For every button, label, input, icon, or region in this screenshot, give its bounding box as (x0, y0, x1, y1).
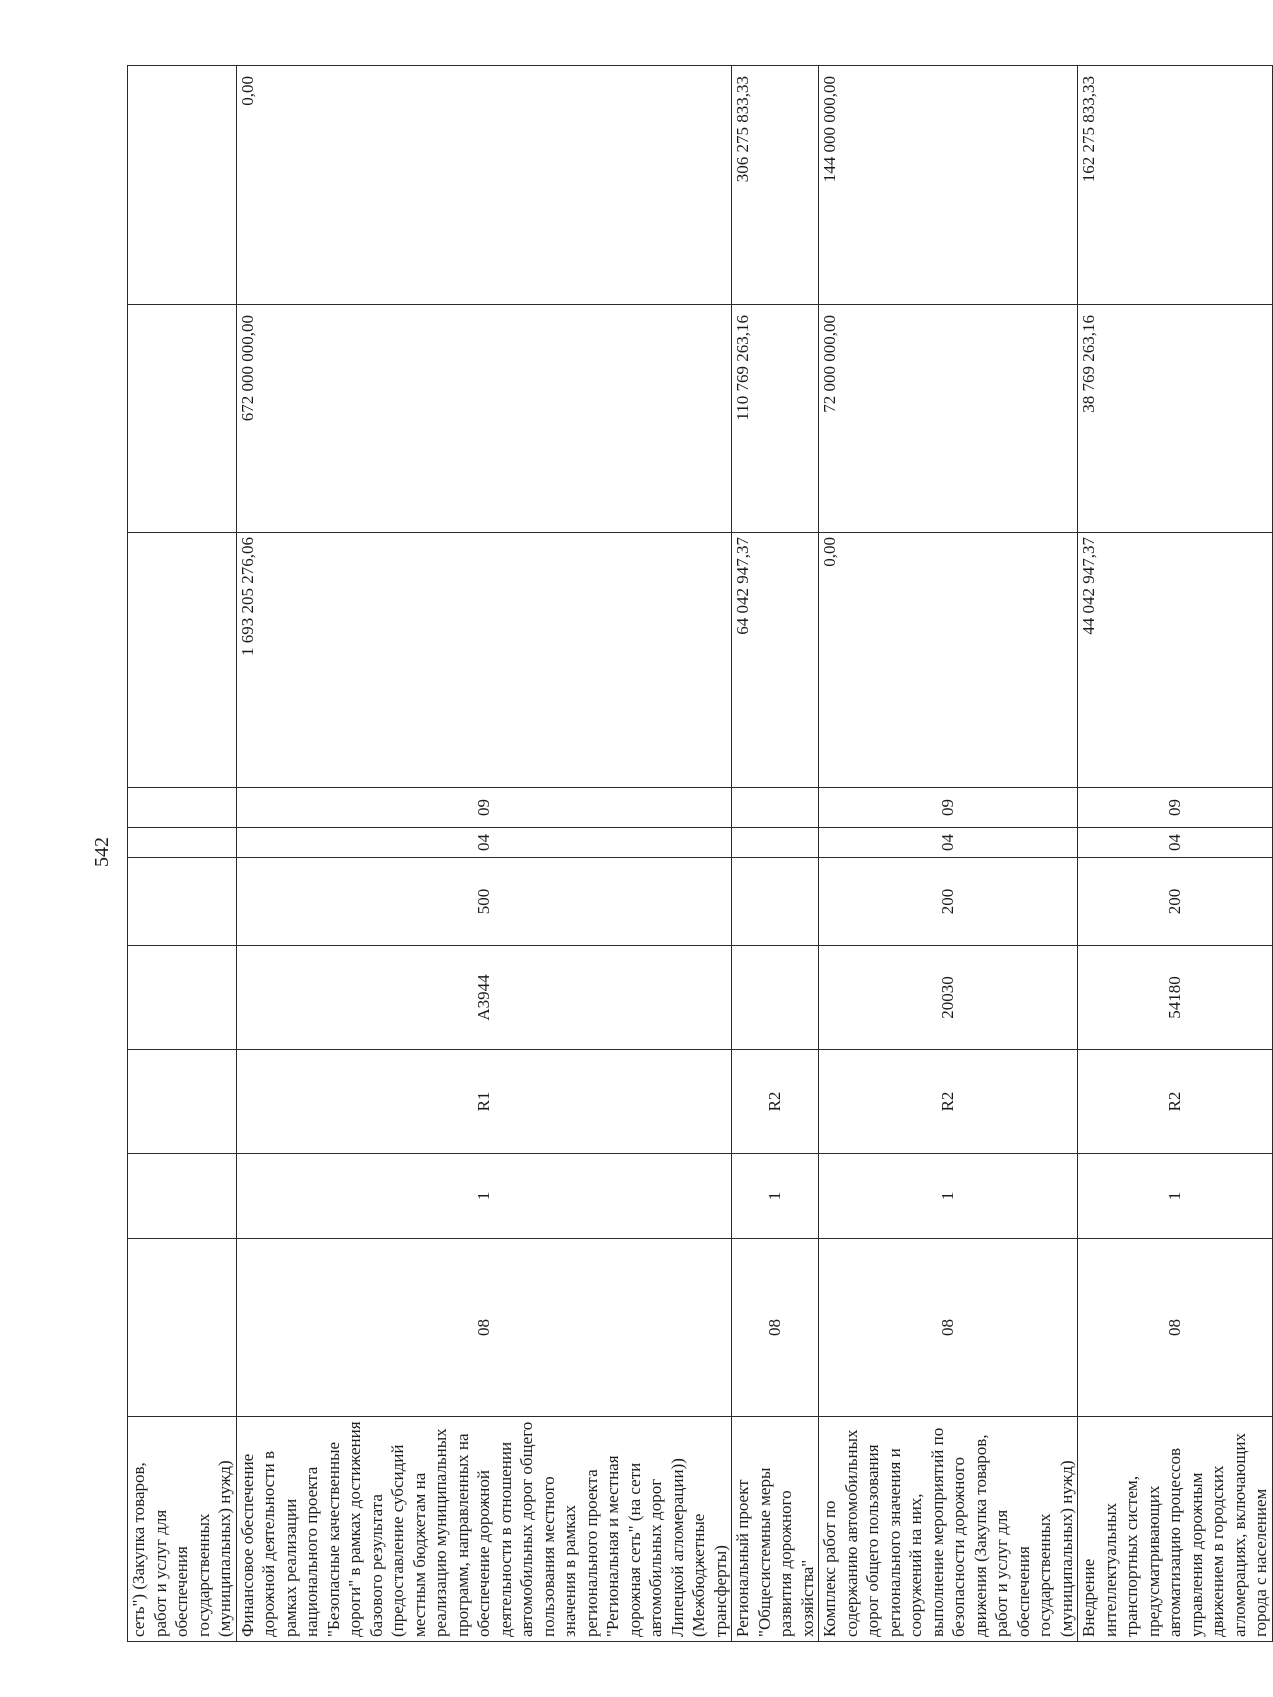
cell-amount-year-1: 1 693 205 276,06 (236, 533, 732, 788)
cell-subsection (128, 788, 237, 828)
cell-description: Внедрение интеллектуальных транспортных систем, предусматривающих автоматизацию процессов управления дорожным движением в городских агломерациях, включающих города с населением (1078, 1417, 1273, 1642)
cell-subsection: 09 (1078, 788, 1273, 828)
table-body (128, 66, 1273, 1642)
cell-section (128, 828, 237, 858)
cell-subprogram-code (128, 1154, 237, 1239)
cell-section (732, 828, 819, 858)
cell-amount-year-2: 72 000 000,00 (819, 305, 1078, 533)
cell-subprogram-code: 1 (1078, 1154, 1273, 1239)
cell-description: Региональный проект "Общесистемные меры развития дорожного хозяйства" (732, 1417, 819, 1642)
table-row (128, 66, 237, 1642)
cell-expense-type (732, 858, 819, 946)
cell-direction-code: 20030 (819, 946, 1078, 1050)
cell-direction-code: А3944 (236, 946, 732, 1050)
rotated-page-body (127, 66, 1270, 1642)
cell-project-code: R2 (1078, 1050, 1273, 1154)
table-row (1078, 66, 1273, 1642)
cell-expense-type: 200 (1078, 858, 1273, 946)
cell-project-code (128, 1050, 237, 1154)
cell-subsection: 09 (819, 788, 1078, 828)
cell-amount-year-3: 162 275 833,33 (1078, 66, 1273, 305)
cell-section: 04 (236, 828, 732, 858)
cell-amount-year-2 (128, 305, 237, 533)
cell-expense-type: 500 (236, 858, 732, 946)
cell-subsection: 09 (236, 788, 732, 828)
cell-program-code (128, 1239, 237, 1417)
cell-direction-code (732, 946, 819, 1050)
cell-expense-type (128, 858, 237, 946)
cell-project-code: R2 (732, 1050, 819, 1154)
cell-description: сеть") (Закупка товаров, работ и услуг для обеспечения государственных (муниципальных) нужд) (128, 1417, 237, 1642)
cell-subprogram-code: 1 (236, 1154, 732, 1239)
cell-amount-year-2: 38 769 263,16 (1078, 305, 1273, 533)
cell-amount-year-3: 144 000 000,00 (819, 66, 1078, 305)
cell-program-code: 08 (1078, 1239, 1273, 1417)
cell-amount-year-3: 306 275 833,33 (732, 66, 819, 305)
cell-section: 04 (819, 828, 1078, 858)
cell-amount-year-1: 64 042 947,37 (732, 533, 819, 788)
cell-description: Финансовое обеспечение дорожной деятельности в рамках реализации национального проекта "Безопасные качественные дороги" в рамках достижения базового результата (предоставление субсидий местным бюджетам на реализацию муниципальных программ, направленных на обеспечение дорожной деятельности в отношении автомобильных дорог общего пользования местного значения в рамках регионального проекта "Региональная и местная дорожная сеть" (на сети автомобильных дорог Липецкой агломерации)) (Межбюджетные трансферты) (236, 1417, 732, 1642)
cell-program-code: 08 (819, 1239, 1078, 1417)
budget-table (127, 65, 1273, 1642)
table-row (819, 66, 1078, 1642)
cell-amount-year-2: 672 000 000,00 (236, 305, 732, 533)
cell-subprogram-code: 1 (732, 1154, 819, 1239)
cell-expense-type: 200 (819, 858, 1078, 946)
cell-amount-year-3: 0,00 (236, 66, 732, 305)
cell-project-code: R2 (819, 1050, 1078, 1154)
cell-subsection (732, 788, 819, 828)
cell-program-code: 08 (732, 1239, 819, 1417)
page-number: 542 (91, 837, 113, 867)
cell-direction-code: 54180 (1078, 946, 1273, 1050)
cell-direction-code (128, 946, 237, 1050)
cell-amount-year-2: 110 769 263,16 (732, 305, 819, 533)
cell-amount-year-1 (128, 533, 237, 788)
cell-description: Комплекс работ по содержанию автомобильных дорог общего пользования регионального значения и сооружений на них, выполнение мероприятий по безопасности дорожного движения (Закупка товаров, работ и услуг для обеспечения государственных (муниципальных) нужд) (819, 1417, 1078, 1642)
cell-program-code: 08 (236, 1239, 732, 1417)
cell-amount-year-1: 0,00 (819, 533, 1078, 788)
cell-amount-year-3 (128, 66, 237, 305)
cell-project-code: R1 (236, 1050, 732, 1154)
cell-section: 04 (1078, 828, 1273, 858)
cell-amount-year-1: 44 042 947,37 (1078, 533, 1273, 788)
cell-subprogram-code: 1 (819, 1154, 1078, 1239)
table-row (236, 66, 732, 1642)
table-row (732, 66, 819, 1642)
